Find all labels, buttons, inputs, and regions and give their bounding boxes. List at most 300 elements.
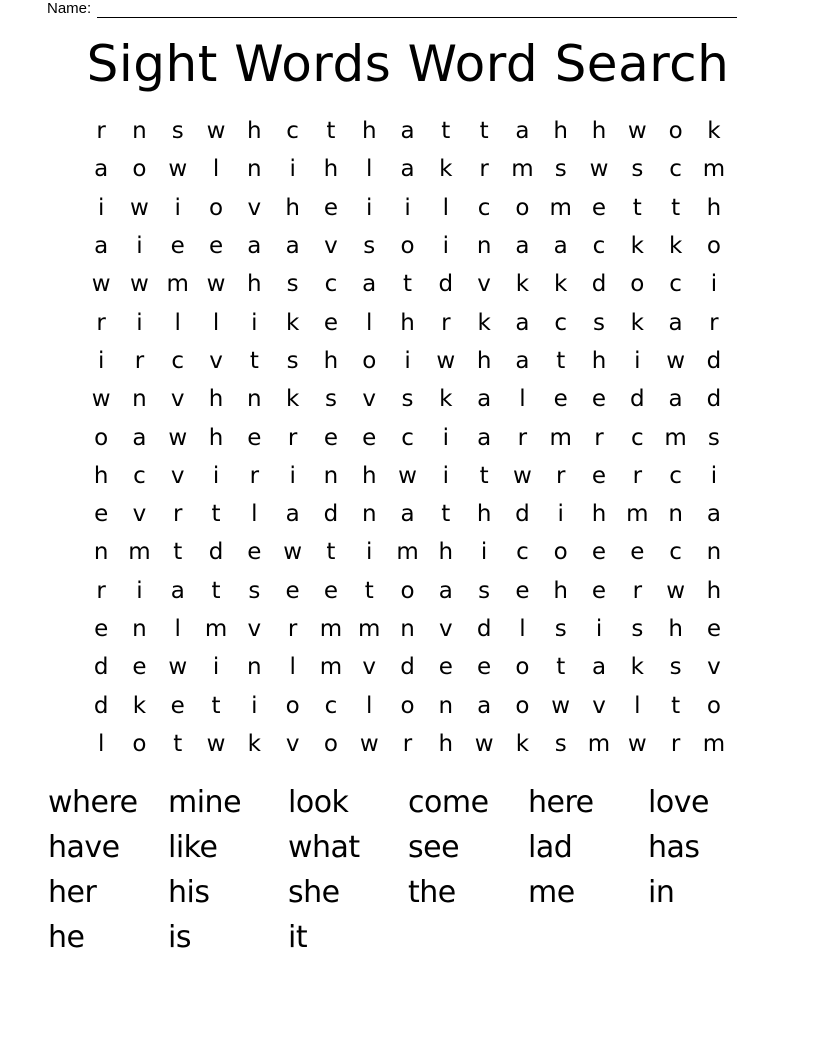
- grid-letter[interactable]: e: [591, 386, 607, 413]
- grid-letter[interactable]: r: [249, 462, 260, 489]
- grid-letter[interactable]: h: [553, 118, 568, 145]
- grid-letter[interactable]: v: [362, 386, 377, 413]
- grid-letter[interactable]: h: [591, 501, 607, 528]
- grid-letter[interactable]: d: [630, 386, 645, 413]
- grid-letter[interactable]: c: [324, 692, 338, 719]
- grid-letter[interactable]: w: [130, 271, 149, 298]
- grid-letter[interactable]: c: [516, 539, 529, 566]
- grid-letter[interactable]: o: [668, 118, 683, 145]
- grid-letter[interactable]: s: [554, 616, 567, 642]
- grid-letter[interactable]: t: [173, 539, 183, 566]
- grid-letter[interactable]: a: [285, 233, 300, 260]
- grid-letter[interactable]: v: [707, 654, 721, 681]
- grid-letter[interactable]: w: [206, 271, 226, 298]
- grid-letter[interactable]: i: [442, 462, 450, 489]
- grid-letter[interactable]: a: [400, 501, 415, 528]
- grid-letter[interactable]: c: [133, 462, 146, 489]
- grid-letter[interactable]: i: [136, 577, 143, 604]
- grid-letter[interactable]: w: [168, 424, 188, 451]
- grid-letter[interactable]: l: [289, 654, 296, 681]
- grid-letter[interactable]: o: [400, 233, 415, 260]
- grid-letter[interactable]: e: [515, 577, 530, 604]
- grid-letter[interactable]: i: [710, 462, 718, 489]
- grid-letter[interactable]: n: [476, 233, 492, 260]
- grid-letter[interactable]: e: [170, 233, 185, 260]
- grid-letter[interactable]: v: [592, 692, 606, 719]
- grid-letter[interactable]: c: [669, 462, 682, 489]
- grid-letter[interactable]: t: [556, 654, 566, 681]
- grid-letter[interactable]: c: [669, 271, 682, 298]
- grid-letter[interactable]: h: [438, 539, 454, 566]
- grid-letter[interactable]: t: [632, 194, 642, 221]
- grid-letter[interactable]: r: [670, 730, 681, 757]
- grid-letter[interactable]: o: [209, 194, 224, 221]
- grid-letter[interactable]: c: [554, 309, 568, 336]
- grid-letter[interactable]: v: [170, 462, 185, 489]
- grid-letter[interactable]: c: [171, 347, 185, 374]
- grid-letter[interactable]: s: [478, 577, 491, 604]
- grid-letter[interactable]: m: [166, 271, 189, 298]
- grid-letter[interactable]: w: [398, 462, 417, 489]
- grid-letter[interactable]: h: [247, 271, 262, 298]
- grid-letter[interactable]: e: [553, 386, 568, 413]
- grid-letter[interactable]: s: [286, 271, 299, 298]
- grid-letter[interactable]: h: [208, 386, 224, 413]
- grid-letter[interactable]: m: [319, 654, 343, 681]
- grid-letter[interactable]: k: [285, 386, 300, 413]
- grid-letter[interactable]: c: [286, 118, 299, 145]
- grid-letter[interactable]: m: [626, 501, 649, 528]
- grid-letter[interactable]: o: [400, 577, 415, 604]
- grid-letter[interactable]: h: [323, 347, 339, 374]
- grid-letter[interactable]: d: [400, 654, 415, 681]
- grid-letter[interactable]: s: [363, 233, 376, 260]
- grid-letter[interactable]: s: [286, 347, 299, 374]
- grid-letter[interactable]: r: [441, 309, 451, 336]
- grid-letter[interactable]: v: [324, 233, 338, 260]
- grid-letter[interactable]: m: [204, 616, 228, 642]
- grid-letter[interactable]: e: [706, 616, 721, 642]
- grid-letter[interactable]: v: [477, 271, 491, 298]
- grid-letter[interactable]: a: [132, 424, 147, 451]
- grid-letter[interactable]: w: [666, 577, 685, 604]
- grid-letter[interactable]: t: [556, 347, 566, 374]
- grid-letter[interactable]: d: [208, 539, 224, 566]
- grid-letter[interactable]: o: [323, 730, 338, 757]
- grid-letter[interactable]: c: [592, 233, 606, 260]
- grid-letter[interactable]: k: [630, 233, 644, 260]
- grid-letter[interactable]: t: [326, 539, 336, 566]
- grid-letter[interactable]: h: [591, 118, 607, 145]
- grid-letter[interactable]: c: [477, 194, 491, 221]
- grid-letter[interactable]: a: [477, 692, 492, 719]
- grid-letter[interactable]: d: [706, 347, 722, 374]
- grid-letter[interactable]: m: [396, 539, 419, 566]
- grid-letter[interactable]: k: [477, 309, 491, 336]
- grid-letter[interactable]: a: [515, 118, 530, 145]
- grid-letter[interactable]: n: [132, 616, 147, 642]
- grid-letter[interactable]: t: [671, 194, 681, 221]
- grid-letter[interactable]: t: [479, 462, 489, 489]
- grid-letter[interactable]: e: [247, 424, 262, 451]
- grid-letter[interactable]: n: [361, 501, 377, 528]
- grid-letter[interactable]: a: [668, 309, 683, 336]
- grid-letter[interactable]: i: [710, 271, 718, 298]
- grid-letter[interactable]: i: [97, 347, 105, 374]
- grid-letter[interactable]: o: [706, 233, 721, 260]
- grid-letter[interactable]: k: [132, 692, 147, 719]
- grid-letter[interactable]: h: [591, 347, 607, 374]
- grid-letter[interactable]: h: [361, 462, 377, 489]
- grid-letter[interactable]: e: [591, 194, 607, 221]
- grid-letter[interactable]: h: [323, 156, 339, 183]
- grid-letter[interactable]: c: [324, 271, 338, 298]
- grid-letter[interactable]: r: [479, 156, 489, 183]
- grid-letter[interactable]: e: [323, 577, 338, 604]
- grid-letter[interactable]: c: [669, 539, 682, 566]
- grid-letter[interactable]: d: [515, 501, 530, 528]
- grid-letter[interactable]: c: [669, 156, 682, 183]
- grid-letter[interactable]: m: [319, 616, 343, 642]
- grid-letter[interactable]: w: [474, 730, 494, 757]
- grid-letter[interactable]: h: [247, 118, 262, 145]
- grid-letter[interactable]: e: [94, 501, 109, 528]
- grid-letter[interactable]: e: [208, 233, 224, 260]
- grid-letter[interactable]: i: [289, 156, 296, 183]
- grid-letter[interactable]: e: [94, 616, 109, 642]
- grid-letter[interactable]: i: [97, 194, 105, 221]
- grid-letter[interactable]: o: [132, 730, 147, 757]
- grid-letter[interactable]: l: [174, 309, 181, 336]
- grid-letter[interactable]: e: [247, 539, 262, 566]
- grid-letter[interactable]: h: [553, 577, 568, 604]
- grid-letter[interactable]: n: [668, 501, 683, 528]
- grid-letter[interactable]: h: [361, 118, 377, 145]
- grid-letter[interactable]: l: [212, 309, 220, 336]
- letter-grid: [82, 112, 733, 763]
- grid-letter[interactable]: s: [631, 156, 644, 183]
- grid-letter[interactable]: i: [442, 233, 450, 260]
- grid-letter[interactable]: s: [554, 156, 567, 183]
- grid-letter[interactable]: r: [709, 309, 719, 336]
- grid-letter[interactable]: t: [249, 347, 259, 374]
- grid-letter[interactable]: o: [362, 347, 377, 374]
- grid-letter[interactable]: l: [212, 156, 220, 183]
- grid-letter[interactable]: k: [515, 730, 530, 757]
- grid-letter[interactable]: r: [402, 730, 413, 757]
- grid-letter[interactable]: w: [666, 347, 685, 374]
- grid-letter[interactable]: w: [130, 194, 149, 221]
- grid-letter[interactable]: a: [477, 386, 492, 413]
- grid-letter[interactable]: o: [515, 194, 530, 221]
- grid-letter[interactable]: a: [477, 424, 492, 451]
- grid-letter[interactable]: s: [554, 730, 567, 757]
- grid-letter[interactable]: i: [366, 194, 373, 221]
- grid-letter[interactable]: a: [553, 233, 568, 260]
- grid-letter[interactable]: a: [285, 501, 300, 528]
- grid-letter[interactable]: m: [664, 424, 687, 451]
- grid-letter[interactable]: r: [594, 424, 604, 451]
- grid-letter[interactable]: m: [587, 730, 611, 757]
- grid-letter[interactable]: s: [401, 386, 414, 413]
- grid-letter[interactable]: d: [438, 271, 454, 298]
- grid-letter[interactable]: n: [132, 386, 147, 413]
- grid-letter[interactable]: h: [476, 347, 492, 374]
- grid-letter[interactable]: t: [326, 118, 336, 145]
- grid-letter[interactable]: d: [476, 616, 492, 642]
- grid-letter[interactable]: l: [519, 386, 526, 413]
- grid-letter[interactable]: a: [170, 577, 185, 604]
- grid-letter[interactable]: h: [285, 194, 300, 221]
- word-list-item: is: [168, 920, 191, 955]
- grid-letter[interactable]: d: [93, 692, 109, 719]
- word-list-item: where: [48, 785, 138, 820]
- name-field: [47, 0, 737, 18]
- word-list-item: it: [288, 920, 308, 955]
- grid-letter[interactable]: k: [515, 271, 530, 298]
- grid-letter[interactable]: h: [668, 616, 683, 642]
- grid-letter[interactable]: e: [285, 577, 300, 604]
- grid-letter[interactable]: k: [554, 271, 568, 298]
- grid-letter[interactable]: k: [630, 654, 644, 681]
- grid-letter[interactable]: i: [595, 616, 603, 642]
- grid-letter[interactable]: h: [438, 730, 454, 757]
- grid-letter[interactable]: s: [593, 309, 605, 336]
- grid-letter[interactable]: v: [285, 730, 300, 757]
- grid-letter[interactable]: h: [400, 309, 415, 336]
- grid-letter[interactable]: m: [358, 616, 381, 642]
- grid-letter[interactable]: w: [168, 654, 188, 681]
- grid-letter[interactable]: a: [668, 386, 683, 413]
- grid-letter[interactable]: r: [134, 347, 145, 374]
- grid-letter[interactable]: l: [634, 692, 641, 719]
- grid-letter[interactable]: i: [212, 654, 220, 681]
- grid-letter[interactable]: r: [632, 462, 643, 489]
- grid-letter[interactable]: a: [247, 233, 262, 260]
- grid-letter[interactable]: s: [248, 577, 261, 604]
- grid-letter[interactable]: i: [136, 233, 143, 260]
- grid-letter[interactable]: r: [287, 616, 298, 642]
- grid-letter[interactable]: l: [366, 156, 373, 183]
- grid-letter[interactable]: r: [96, 118, 106, 145]
- word-list-item: here: [528, 785, 594, 820]
- grid-letter[interactable]: o: [132, 156, 147, 183]
- grid-letter[interactable]: d: [591, 271, 607, 298]
- grid-letter[interactable]: r: [555, 462, 566, 489]
- grid-letter[interactable]: w: [91, 386, 111, 413]
- grid-letter[interactable]: h: [93, 462, 109, 489]
- grid-letter[interactable]: i: [136, 309, 143, 336]
- grid-letter[interactable]: t: [173, 730, 183, 757]
- grid-letter[interactable]: l: [519, 616, 526, 642]
- grid-letter[interactable]: i: [480, 539, 488, 566]
- grid-letter[interactable]: a: [515, 233, 530, 260]
- grid-letter[interactable]: s: [669, 654, 682, 681]
- grid-letter[interactable]: h: [706, 194, 722, 221]
- grid-letter[interactable]: v: [132, 501, 147, 528]
- grid-letter[interactable]: k: [439, 386, 453, 413]
- grid-letter[interactable]: e: [170, 692, 185, 719]
- grid-letter[interactable]: n: [132, 118, 147, 145]
- grid-letter[interactable]: i: [404, 194, 411, 221]
- grid-letter[interactable]: m: [511, 156, 534, 183]
- grid-letter[interactable]: s: [707, 424, 720, 451]
- grid-letter[interactable]: t: [479, 118, 489, 145]
- grid-letter[interactable]: w: [168, 156, 188, 183]
- grid-letter[interactable]: n: [706, 539, 722, 566]
- grid-letter[interactable]: r: [96, 577, 106, 604]
- grid-letter[interactable]: e: [132, 654, 147, 681]
- grid-letter[interactable]: o: [400, 692, 415, 719]
- grid-letter[interactable]: e: [591, 539, 607, 566]
- name-blank-line[interactable]: [97, 2, 737, 18]
- grid-letter[interactable]: k: [630, 309, 644, 336]
- grid-letter[interactable]: h: [476, 501, 492, 528]
- grid-letter[interactable]: t: [441, 501, 451, 528]
- grid-letter[interactable]: w: [551, 692, 571, 719]
- grid-letter[interactable]: d: [706, 386, 722, 413]
- grid-letter[interactable]: m: [702, 730, 726, 757]
- grid-letter[interactable]: i: [174, 194, 181, 221]
- grid-letter[interactable]: v: [209, 347, 223, 374]
- grid-letter[interactable]: l: [366, 692, 373, 719]
- grid-letter[interactable]: m: [128, 539, 151, 566]
- grid-letter[interactable]: n: [247, 654, 262, 681]
- grid-letter[interactable]: s: [631, 616, 644, 642]
- grid-letter[interactable]: t: [211, 692, 221, 719]
- grid-letter[interactable]: c: [401, 424, 414, 451]
- word-list-item: me: [528, 875, 575, 910]
- grid-letter[interactable]: i: [289, 462, 296, 489]
- grid-letter[interactable]: r: [96, 309, 106, 336]
- grid-letter[interactable]: a: [94, 156, 109, 183]
- grid-letter[interactable]: k: [668, 233, 683, 260]
- grid-letter[interactable]: a: [400, 118, 415, 145]
- grid-letter[interactable]: i: [251, 309, 258, 336]
- grid-letter[interactable]: i: [212, 462, 220, 489]
- grid-letter[interactable]: t: [211, 501, 221, 528]
- word-list-item: come: [408, 785, 489, 820]
- grid-letter[interactable]: a: [515, 347, 530, 374]
- grid-letter[interactable]: s: [171, 118, 184, 145]
- grid-letter[interactable]: e: [362, 424, 377, 451]
- grid-letter[interactable]: k: [439, 156, 453, 183]
- grid-letter[interactable]: t: [211, 577, 221, 604]
- grid-letter[interactable]: e: [591, 462, 607, 489]
- grid-letter[interactable]: d: [323, 501, 339, 528]
- grid-letter[interactable]: i: [251, 692, 258, 719]
- grid-letter[interactable]: l: [97, 730, 105, 757]
- grid-letter[interactable]: v: [362, 654, 377, 681]
- grid-letter[interactable]: o: [285, 692, 300, 719]
- grid-letter[interactable]: w: [627, 730, 647, 757]
- grid-letter[interactable]: w: [283, 539, 303, 566]
- grid-letter[interactable]: o: [630, 271, 645, 298]
- grid-letter[interactable]: l: [251, 501, 258, 528]
- word-list-item: lad: [528, 830, 573, 865]
- grid-letter[interactable]: w: [627, 118, 647, 145]
- grid-letter[interactable]: i: [442, 424, 450, 451]
- grid-letter[interactable]: r: [517, 424, 528, 451]
- grid-letter[interactable]: r: [287, 424, 298, 451]
- grid-letter[interactable]: l: [442, 194, 450, 221]
- grid-letter[interactable]: e: [323, 424, 338, 451]
- grid-letter[interactable]: h: [706, 577, 722, 604]
- grid-letter[interactable]: o: [515, 654, 530, 681]
- grid-letter[interactable]: e: [323, 309, 338, 336]
- grid-letter[interactable]: w: [91, 271, 111, 298]
- grid-letter[interactable]: a: [362, 271, 377, 298]
- grid-letter[interactable]: v: [170, 386, 185, 413]
- grid-letter[interactable]: r: [173, 501, 183, 528]
- grid-letter[interactable]: s: [324, 386, 337, 413]
- grid-letter[interactable]: m: [549, 194, 572, 221]
- grid-letter[interactable]: t: [671, 692, 681, 719]
- grid-letter[interactable]: o: [515, 692, 530, 719]
- grid-letter[interactable]: n: [323, 462, 339, 489]
- grid-letter[interactable]: m: [702, 156, 726, 183]
- word-list-item: what: [288, 830, 360, 865]
- grid-letter[interactable]: n: [93, 539, 109, 566]
- grid-letter[interactable]: e: [477, 654, 492, 681]
- grid-letter[interactable]: w: [436, 347, 456, 374]
- grid-letter[interactable]: v: [247, 616, 262, 642]
- grid-letter[interactable]: k: [707, 118, 721, 145]
- grid-letter[interactable]: i: [366, 539, 373, 566]
- grid-letter[interactable]: h: [208, 424, 224, 451]
- grid-letter[interactable]: c: [630, 424, 644, 451]
- grid-letter[interactable]: a: [94, 233, 109, 260]
- grid-letter[interactable]: v: [247, 194, 262, 221]
- grid-letter[interactable]: o: [706, 692, 721, 719]
- grid-letter[interactable]: a: [591, 654, 607, 681]
- grid-letter[interactable]: w: [359, 730, 379, 757]
- grid-letter[interactable]: v: [439, 616, 453, 642]
- grid-letter[interactable]: e: [630, 539, 645, 566]
- grid-letter[interactable]: i: [404, 347, 411, 374]
- grid-letter[interactable]: e: [323, 194, 338, 221]
- grid-letter[interactable]: w: [206, 118, 226, 145]
- grid-letter[interactable]: l: [174, 616, 181, 642]
- grid-letter[interactable]: w: [513, 462, 532, 489]
- grid-letter[interactable]: t: [441, 118, 451, 145]
- grid-letter[interactable]: k: [247, 730, 261, 757]
- grid-letter[interactable]: t: [364, 577, 374, 604]
- grid-letter[interactable]: a: [706, 501, 721, 528]
- grid-letter[interactable]: n: [438, 692, 454, 719]
- grid-letter[interactable]: o: [94, 424, 109, 451]
- grid-letter[interactable]: n: [247, 156, 262, 183]
- grid-letter[interactable]: n: [247, 386, 262, 413]
- grid-letter[interactable]: o: [553, 539, 568, 566]
- grid-letter[interactable]: w: [589, 156, 609, 183]
- grid-letter[interactable]: l: [366, 309, 373, 336]
- grid-letter[interactable]: r: [632, 577, 643, 604]
- grid-letter[interactable]: t: [403, 271, 413, 298]
- grid-letter[interactable]: a: [400, 156, 415, 183]
- grid-letter[interactable]: e: [438, 654, 453, 681]
- grid-letter[interactable]: m: [549, 424, 572, 451]
- grid-letter[interactable]: i: [634, 347, 641, 374]
- grid-letter[interactable]: e: [591, 577, 607, 604]
- grid-letter[interactable]: k: [285, 309, 300, 336]
- grid-letter[interactable]: d: [93, 654, 109, 681]
- grid-letter[interactable]: a: [438, 577, 453, 604]
- grid-letter[interactable]: a: [515, 309, 530, 336]
- grid-letter[interactable]: i: [557, 501, 564, 528]
- grid-letter[interactable]: w: [206, 730, 226, 757]
- grid-letter[interactable]: n: [400, 616, 415, 642]
